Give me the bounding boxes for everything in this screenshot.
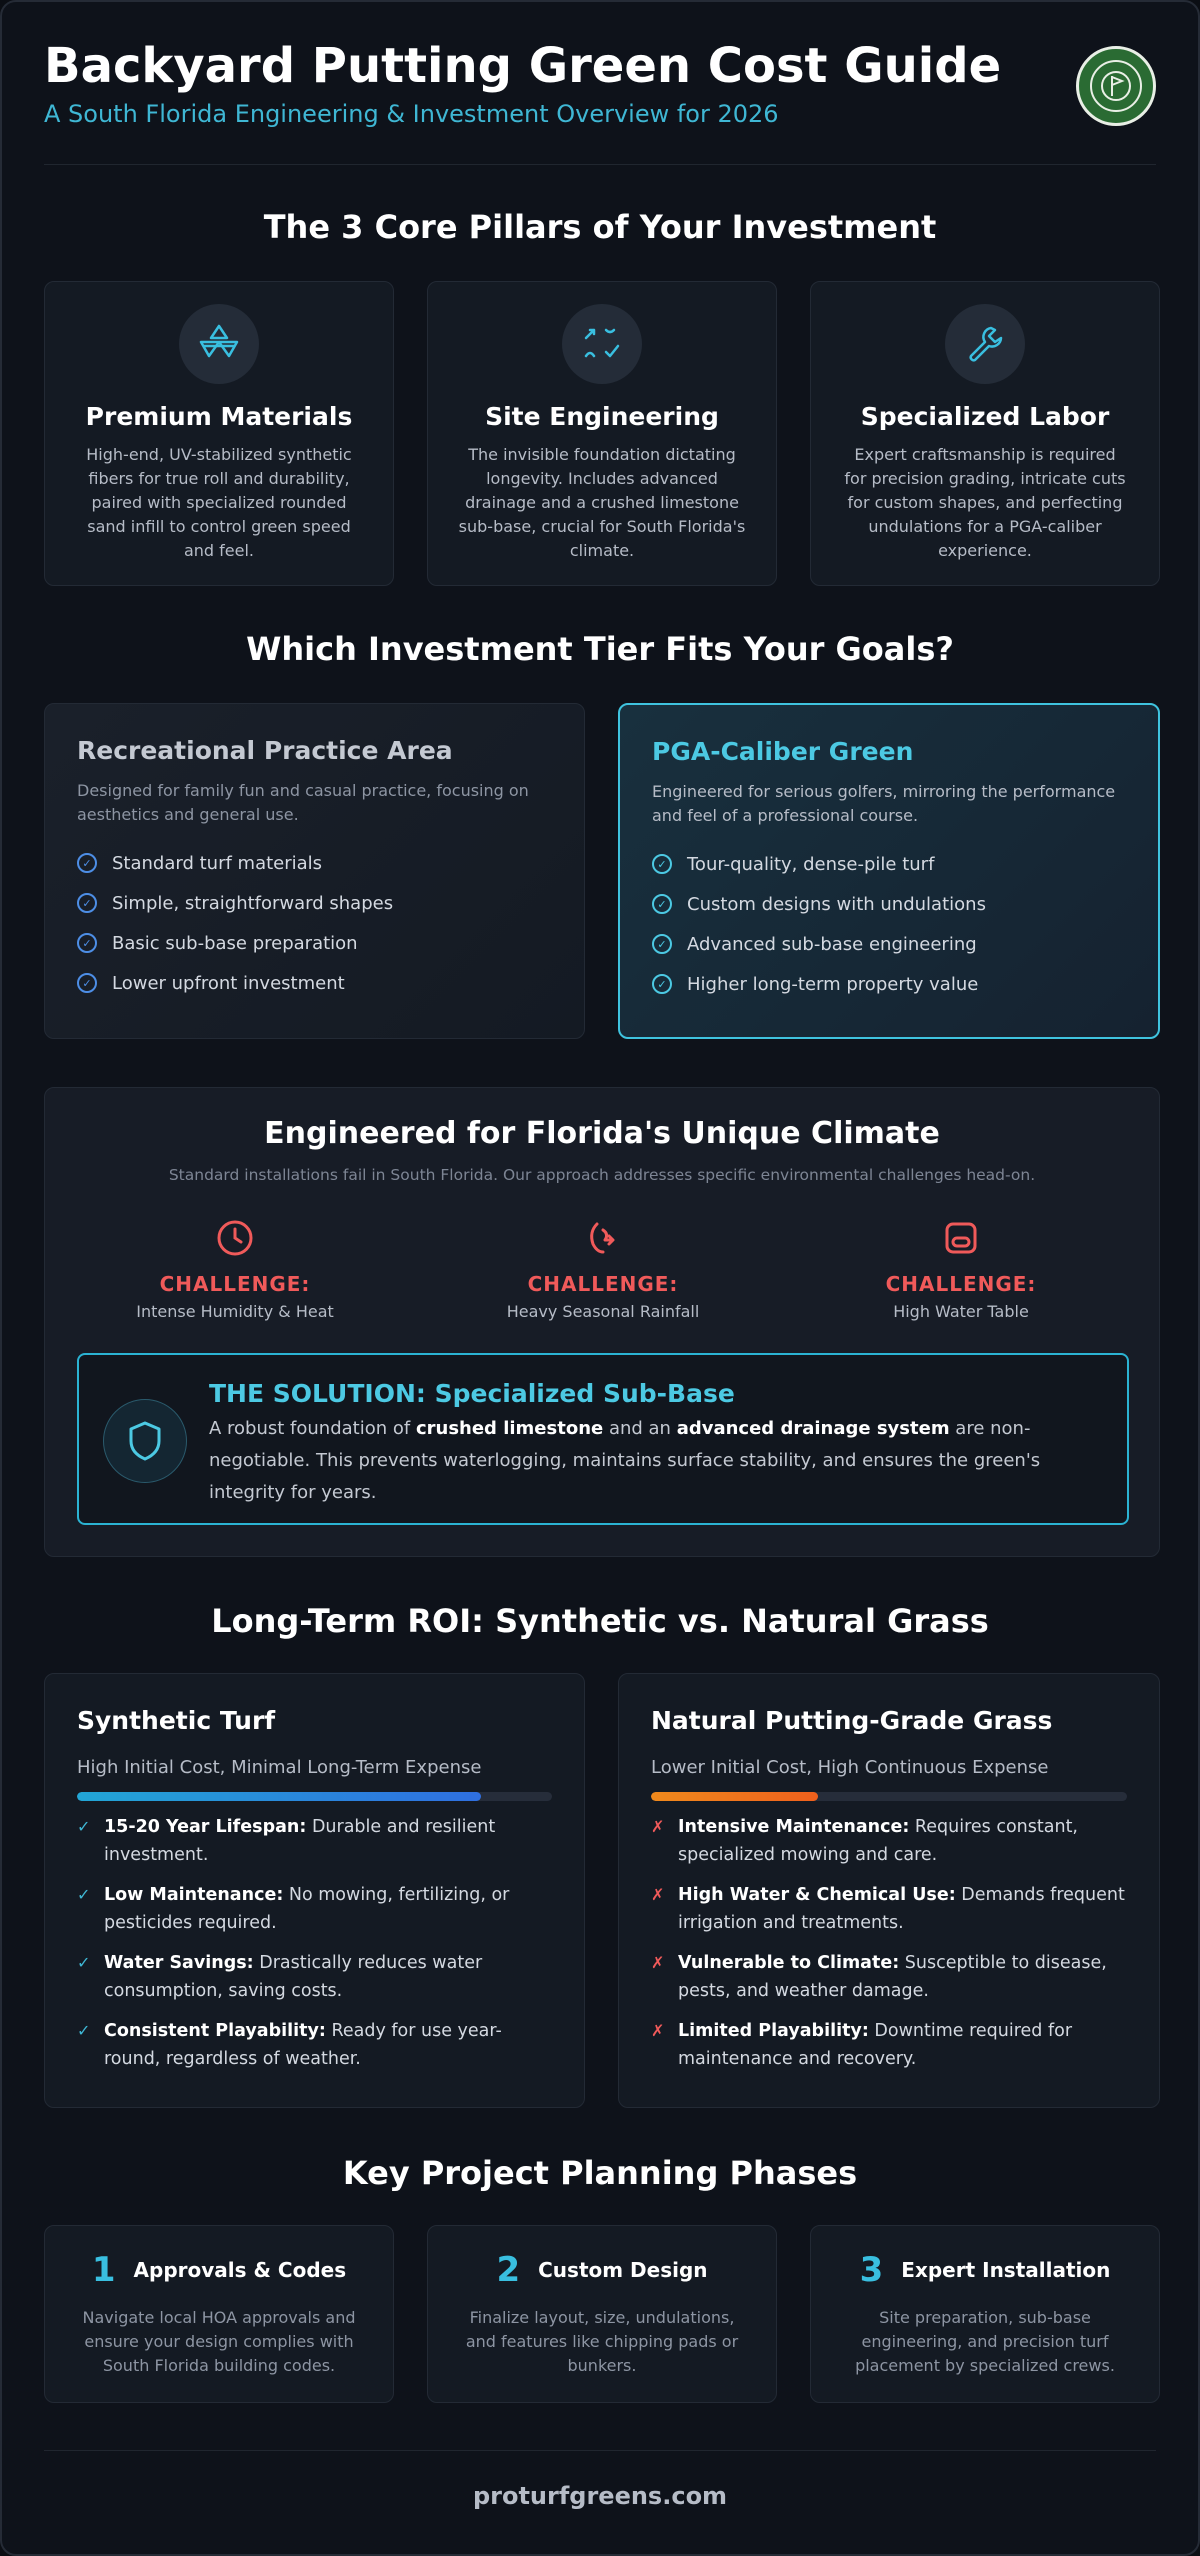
tier-feature-list: [77, 843, 552, 1003]
page-title: Backyard Putting Green Cost Guide: [44, 38, 1002, 94]
cost-bar-fill: [77, 1792, 481, 1801]
rain-icon: [453, 1218, 753, 1258]
roi-card-subtitle: Lower Initial Cost, High Continuous Expense: [651, 1757, 1049, 1778]
check-circle-icon: ✓: [652, 854, 672, 874]
phase-text: Site preparation, sub-base engineering, and precision turf placement by specialized crews.: [855, 2308, 1115, 2375]
pillars-heading: The 3 Core Pillars of Your Investment: [263, 208, 937, 246]
phase-text: Navigate local HOA approvals and ensure your design complies with South Florida building codes.: [82, 2308, 356, 2375]
wrench-icon: [945, 304, 1025, 384]
phase-title: Expert Installation: [901, 2258, 1111, 2282]
tier-description: Designed for family fun and casual practice, focusing on aesthetics and general use.: [77, 781, 529, 824]
list-item: ✓ Custom designs with undulations: [652, 884, 1126, 924]
roi-card-subtitle: High Initial Cost, Minimal Long-Term Expense: [77, 1757, 482, 1778]
challenge-label: CHALLENGE:: [527, 1272, 679, 1296]
list-item: ✓ Simple, straightforward shapes: [77, 883, 552, 923]
turf-icon: [179, 304, 259, 384]
phase-number: 3: [859, 2250, 884, 2290]
climate-subtitle: Standard installations fail in South Florida. Our approach addresses specific environmental challenges head-on.: [168, 1166, 1036, 1184]
list-item: ✓ Lower upfront investment: [77, 963, 552, 1003]
phase-number: 1: [91, 2250, 116, 2290]
check-icon: ✓: [77, 1953, 91, 1972]
roi-card-natural: [618, 1673, 1160, 2108]
check-circle-icon: ✓: [77, 973, 97, 993]
check-circle-icon: ✓: [652, 894, 672, 914]
cost-bar: [77, 1792, 552, 1801]
tier-card-recreational: [44, 703, 585, 1039]
list-item: ✓ Higher long-term property value: [652, 964, 1126, 1004]
solution-box: [77, 1353, 1129, 1525]
footer-website[interactable]: proturfgreens.com: [472, 2482, 728, 2510]
pillar-text: The invisible foundation dictating longevity. Includes advanced drainage and a crushed limestone sub-base, crucial for South Florida's climate.: [458, 445, 746, 560]
solution-text: A robust foundation of crushed limestone and an advanced drainage system are non-negotiable. This prevents waterlogging, maintains surface stability, and ensures the green's integrity for years.: [209, 1418, 1041, 1503]
check-circle-icon: ✓: [77, 933, 97, 953]
cross-icon: ✗: [651, 1817, 665, 1836]
check-icon: ✓: [77, 1817, 91, 1836]
phase-text: Finalize layout, size, undulations, and features like chipping pads or bunkers.: [465, 2308, 739, 2375]
tier-description: Engineered for serious golfers, mirroring the performance and feel of a professional course.: [652, 782, 1116, 825]
pillar-text: Expert craftsmanship is required for precision grading, intricate cuts for custom shapes, and perfecting undulations for a PGA-caliber experience.: [844, 445, 1126, 560]
check-circle-icon: ✓: [77, 893, 97, 913]
list-item: ✓ Water Savings: Drastically reduces water consumption, saving costs.: [77, 1949, 552, 2005]
pillar-card-materials: [44, 281, 394, 586]
challenge-humidity: [85, 1218, 385, 1321]
challenge-water-table: [811, 1218, 1111, 1321]
check-circle-icon: ✓: [652, 974, 672, 994]
check-circle-icon: ✓: [77, 853, 97, 873]
logo-mark: [1090, 60, 1142, 112]
challenge-label: CHALLENGE:: [159, 1272, 311, 1296]
shield-icon: [103, 1399, 187, 1483]
cross-icon: ✗: [651, 1885, 665, 1904]
challenge-desc: Heavy Seasonal Rainfall: [506, 1302, 700, 1321]
roi-card-synthetic: [44, 1673, 585, 2108]
list-item: ✓ Low Maintenance: No mowing, fertilizing, or pesticides required.: [77, 1881, 552, 1937]
list-item: ✓ Basic sub-base preparation: [77, 923, 552, 963]
phase-card-3: [810, 2225, 1160, 2403]
cross-icon: ✗: [651, 2021, 665, 2040]
header-divider: [44, 164, 1156, 165]
list-item: ✗ Intensive Maintenance: Requires constant, specialized mowing and care.: [651, 1813, 1127, 1869]
phases-heading: Key Project Planning Phases: [342, 2154, 858, 2192]
challenge-rainfall: [453, 1218, 753, 1321]
list-item: ✗ Vulnerable to Climate: Susceptible to disease, pests, and weather damage.: [651, 1949, 1127, 2005]
list-item: ✓ Tour-quality, dense-pile turf: [652, 844, 1126, 884]
tier-feature-list: [652, 844, 1126, 1004]
phase-title: Custom Design: [538, 2258, 708, 2282]
benefit-list: [77, 1813, 552, 2073]
roi-card-title: Synthetic Turf: [77, 1706, 276, 1735]
page-subtitle: A South Florida Engineering & Investment Overview for 2026: [44, 100, 779, 128]
challenge-label: CHALLENGE:: [885, 1272, 1037, 1296]
cross-icon: ✗: [651, 1953, 665, 1972]
header: [44, 36, 1156, 136]
phase-card-1: [44, 2225, 394, 2403]
phase-number: 2: [496, 2250, 521, 2290]
footer-divider: [44, 2450, 1156, 2451]
climate-heading: Engineered for Florida's Unique Climate: [264, 1116, 940, 1151]
phase-title: Approvals & Codes: [133, 2258, 347, 2282]
roi-card-title: Natural Putting-Grade Grass: [651, 1706, 1053, 1735]
list-item: ✓ Standard turf materials: [77, 843, 552, 883]
list-item: ✗ High Water & Chemical Use: Demands frequent irrigation and treatments.: [651, 1881, 1127, 1937]
check-icon: ✓: [77, 2021, 91, 2040]
list-item: ✓ Advanced sub-base engineering: [652, 924, 1126, 964]
brand-logo: [1076, 46, 1156, 126]
engineering-icon: [562, 304, 642, 384]
golf-flag-icon: [1098, 68, 1134, 104]
cost-bar-fill: [651, 1792, 818, 1801]
tier-card-pga: [618, 703, 1160, 1039]
phase-card-2: [427, 2225, 777, 2403]
tiers-heading: Which Investment Tier Fits Your Goals?: [246, 630, 954, 668]
solution-title: THE SOLUTION: Specialized Sub-Base: [209, 1379, 735, 1408]
clock-icon: [85, 1218, 385, 1258]
pillar-card-labor: [810, 281, 1160, 586]
tier-title: PGA-Caliber Green: [652, 737, 914, 766]
check-circle-icon: ✓: [652, 934, 672, 954]
pillar-title: Site Engineering: [485, 402, 719, 431]
cost-bar: [651, 1792, 1127, 1801]
challenge-desc: High Water Table: [893, 1302, 1029, 1321]
pillar-card-engineering: [427, 281, 777, 586]
water-table-icon: [811, 1218, 1111, 1258]
challenge-desc: Intense Humidity & Heat: [136, 1302, 334, 1321]
drawback-list: [651, 1813, 1127, 2073]
list-item: ✗ Limited Playability: Downtime required for maintenance and recovery.: [651, 2017, 1127, 2073]
roi-heading: Long-Term ROI: Synthetic vs. Natural Grass: [211, 1602, 989, 1640]
climate-section: [44, 1087, 1160, 1557]
tier-title: Recreational Practice Area: [77, 736, 453, 765]
list-item: ✓ 15-20 Year Lifespan: Durable and resilient investment.: [77, 1813, 552, 1869]
pillar-text: High-end, UV-stabilized synthetic fibers for true roll and durability, paired with specialized rounded sand infill to control green speed and feel.: [86, 445, 352, 560]
list-item: ✓ Consistent Playability: Ready for use year-round, regardless of weather.: [77, 2017, 552, 2073]
check-icon: ✓: [77, 1885, 91, 1904]
pillar-title: Premium Materials: [85, 402, 353, 431]
pillar-title: Specialized Labor: [860, 402, 1110, 431]
